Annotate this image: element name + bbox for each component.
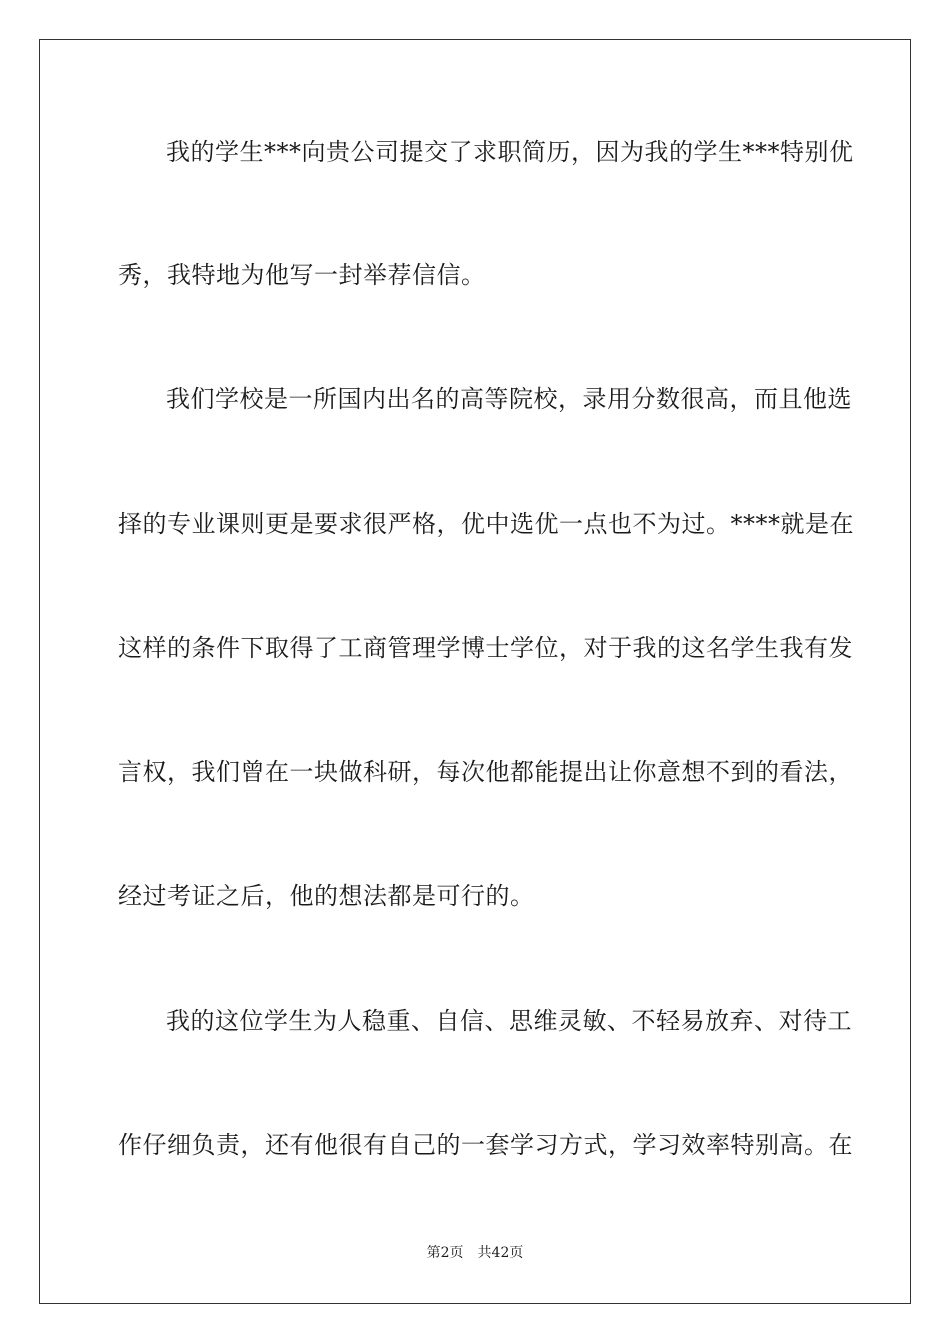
page-footer xyxy=(0,1243,950,1263)
paragraph-2-line-3: 这样的条件下取得了工商管理学博士学位，对于我的这名学生我有发 xyxy=(118,634,853,662)
paragraph-3-line-1: 我的这位学生为人稳重、自信、思维灵敏、不轻易放弃、对待工 xyxy=(166,1007,852,1035)
paragraph-1-line-2: 秀，我特地为他写一封举荐信信。 xyxy=(118,261,486,289)
paragraph-2-line-2: 择的专业课则更是要求很严格，优中选优一点也不为过。****就是在 xyxy=(118,510,854,538)
paragraph-1-line-1: 我的学生***向贵公司提交了求职简历，因为我的学生***特别优 xyxy=(166,138,854,166)
paragraph-2-line-5: 经过考证之后，他的想法都是可行的。 xyxy=(118,882,535,910)
page-total: 共42页 xyxy=(477,1245,524,1261)
paragraph-2-line-4: 言权，我们曾在一块做科研，每次他都能提出让你意想不到的看法， xyxy=(118,758,853,786)
page-border xyxy=(39,39,911,1304)
paragraph-2-line-1: 我们学校是一所国内出名的高等院校，录用分数很高，而且他选 xyxy=(166,385,852,413)
paragraph-3-line-2: 作仔细负责，还有他很有自己的一套学习方式，学习效率特别高。在 xyxy=(118,1131,853,1159)
page-number: 第2页 xyxy=(426,1245,464,1261)
